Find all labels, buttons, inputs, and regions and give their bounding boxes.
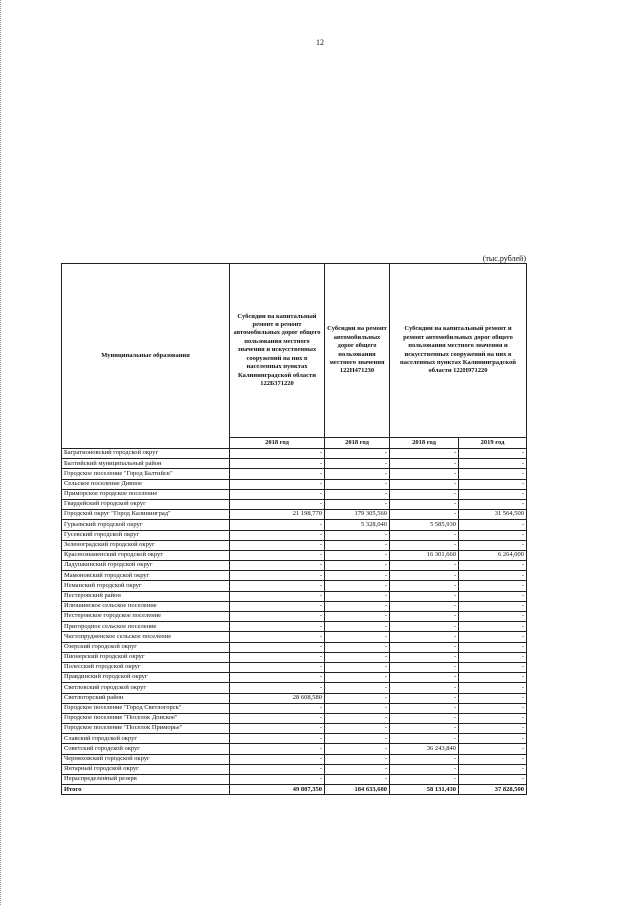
value-cell-col4: - <box>459 449 527 459</box>
value-cell-col4: - <box>459 561 527 571</box>
value-cell-col3: - <box>390 775 459 785</box>
municipality-name: Черняховский городской округ <box>62 754 230 764</box>
value-cell-col2: - <box>325 642 390 652</box>
scan-edge-line <box>0 0 4 905</box>
value-cell-col3: - <box>390 673 459 683</box>
value-cell-col1: 21 198,770 <box>230 510 325 520</box>
value-cell-col2: - <box>325 744 390 754</box>
table-row <box>62 561 527 571</box>
value-cell-col3: - <box>390 652 459 662</box>
value-cell-col1: - <box>230 734 325 744</box>
value-cell-col3: - <box>390 683 459 693</box>
municipality-name: Гусевский городской округ <box>62 530 230 540</box>
municipality-name: Светлогорский район <box>62 693 230 703</box>
value-cell-col1: - <box>230 632 325 642</box>
value-cell-col3: - <box>390 612 459 622</box>
value-cell-col3: 5 585,930 <box>390 520 459 530</box>
table-row <box>62 499 527 509</box>
value-cell-col1: - <box>230 591 325 601</box>
value-cell-col2: 179 305,560 <box>325 510 390 520</box>
header-row <box>62 264 527 438</box>
value-cell-col2: - <box>325 469 390 479</box>
table-row <box>62 775 527 785</box>
table-row <box>62 550 527 560</box>
municipality-name: Светловский городской округ <box>62 683 230 693</box>
value-cell-col1: - <box>230 662 325 672</box>
header-municipality: Муниципальные образования <box>62 264 230 449</box>
value-cell-col2: - <box>325 724 390 734</box>
value-cell-col4: - <box>459 734 527 744</box>
value-cell-col4: - <box>459 612 527 622</box>
header-year1: 2018 год <box>230 438 325 449</box>
value-cell-col3: - <box>390 764 459 774</box>
municipality-name: Пионерский городской округ <box>62 652 230 662</box>
table-row <box>62 530 527 540</box>
value-cell-col4: - <box>459 775 527 785</box>
value-cell-col3: - <box>390 449 459 459</box>
value-cell-col2: - <box>325 479 390 489</box>
value-cell-col1: - <box>230 540 325 550</box>
value-cell-col3: 16 301,660 <box>390 550 459 560</box>
value-cell-col2: - <box>325 693 390 703</box>
value-cell-col4: - <box>459 683 527 693</box>
value-cell-col3: - <box>390 561 459 571</box>
value-cell-col3: - <box>390 499 459 509</box>
table-row <box>62 479 527 489</box>
value-cell-col1: - <box>230 642 325 652</box>
value-cell-col3: - <box>390 622 459 632</box>
value-cell-col4: - <box>459 459 527 469</box>
value-cell-col3: - <box>390 540 459 550</box>
value-cell-col4: - <box>459 571 527 581</box>
municipality-name: Советский городской округ <box>62 744 230 754</box>
value-cell-col1: - <box>230 683 325 693</box>
value-cell-col2: - <box>325 571 390 581</box>
table-row <box>62 591 527 601</box>
table-row <box>62 601 527 611</box>
value-cell-col2: - <box>325 591 390 601</box>
value-cell-col2: - <box>325 499 390 509</box>
value-cell-col3: 58 131,430 <box>390 785 459 795</box>
municipality-name: Городское поселение "Поселок Донское" <box>62 713 230 723</box>
municipality-name: Озерский городской округ <box>62 642 230 652</box>
value-cell-col3: - <box>390 581 459 591</box>
municipality-name: Нестеровское городское поселение <box>62 612 230 622</box>
value-cell-col1: - <box>230 581 325 591</box>
value-cell-col4: - <box>459 652 527 662</box>
value-cell-col4: - <box>459 693 527 703</box>
value-cell-col1: - <box>230 489 325 499</box>
value-cell-col3: - <box>390 713 459 723</box>
value-cell-col4: 31 564,500 <box>459 510 527 520</box>
value-cell-col1: 28 608,580 <box>230 693 325 703</box>
value-cell-col1: - <box>230 449 325 459</box>
table-row <box>62 673 527 683</box>
municipality-name: Балтийский муниципальный район <box>62 459 230 469</box>
table-row <box>62 459 527 469</box>
value-cell-col1: - <box>230 754 325 764</box>
table-row <box>62 693 527 703</box>
municipality-name: Неманский городской округ <box>62 581 230 591</box>
value-cell-col3: - <box>390 469 459 479</box>
value-cell-col4: - <box>459 591 527 601</box>
table-row <box>62 469 527 479</box>
municipality-name: Итого <box>62 785 230 795</box>
municipality-name: Правдинский городской округ <box>62 673 230 683</box>
value-cell-col2: - <box>325 673 390 683</box>
table-row <box>62 540 527 550</box>
value-cell-col2: - <box>325 561 390 571</box>
table-row <box>62 510 527 520</box>
value-cell-col1: - <box>230 703 325 713</box>
value-cell-col1: - <box>230 530 325 540</box>
header-col2: Субсидии на ремонт автомобильных дорог общего пользования местного значения 122Н471230 <box>325 264 390 438</box>
municipality-name: Пригородное сельское поселение <box>62 622 230 632</box>
value-cell-col2: - <box>325 601 390 611</box>
total-row <box>62 785 527 795</box>
table-row <box>62 520 527 530</box>
value-cell-col1: - <box>230 601 325 611</box>
value-cell-col1: - <box>230 724 325 734</box>
value-cell-col4: - <box>459 581 527 591</box>
header-year2: 2018 год <box>325 438 390 449</box>
value-cell-col2: - <box>325 530 390 540</box>
table-row <box>62 632 527 642</box>
header-year4: 2019 год <box>459 438 527 449</box>
value-cell-col4: - <box>459 499 527 509</box>
value-cell-col2: - <box>325 550 390 560</box>
value-cell-col3: - <box>390 489 459 499</box>
value-cell-col1: - <box>230 520 325 530</box>
table-row <box>62 449 527 459</box>
value-cell-col2: - <box>325 459 390 469</box>
value-cell-col2: - <box>325 449 390 459</box>
municipality-name: Городское поселение "Город Балтийск" <box>62 469 230 479</box>
municipality-name: Мамоновский городской округ <box>62 571 230 581</box>
value-cell-col4: - <box>459 530 527 540</box>
value-cell-col2: - <box>325 489 390 499</box>
municipality-name: Ладушкинский городской округ <box>62 561 230 571</box>
value-cell-col2: - <box>325 703 390 713</box>
municipality-name: Нестеровский район <box>62 591 230 601</box>
header-col1: Субсидии на капитальный ремонт и ремонт автомобильных дорог общего пользования местного значения и искусственных сооружений на них в населенных пунктах Калининградской области 122Б371220 <box>230 264 325 438</box>
value-cell-col4: - <box>459 540 527 550</box>
table-row <box>62 642 527 652</box>
value-cell-col4: - <box>459 713 527 723</box>
municipality-name: Приморское городское поселение <box>62 489 230 499</box>
value-cell-col2: - <box>325 622 390 632</box>
value-cell-col4: 6 264,000 <box>459 550 527 560</box>
municipality-name: Янтарный городской округ <box>62 764 230 774</box>
value-cell-col4: - <box>459 703 527 713</box>
value-cell-col3: - <box>390 724 459 734</box>
value-cell-col3: - <box>390 530 459 540</box>
table-row <box>62 489 527 499</box>
value-cell-col4: - <box>459 520 527 530</box>
table-row <box>62 764 527 774</box>
value-cell-col4: 37 828,500 <box>459 785 527 795</box>
municipality-name: Славский городской округ <box>62 734 230 744</box>
value-cell-col3: - <box>390 479 459 489</box>
value-cell-col2: 184 633,600 <box>325 785 390 795</box>
value-cell-col3: - <box>390 459 459 469</box>
municipality-name: Гвардейский городской округ <box>62 499 230 509</box>
value-cell-col2: - <box>325 652 390 662</box>
value-cell-col1: - <box>230 459 325 469</box>
header-year3: 2018 год <box>390 438 459 449</box>
value-cell-col3: - <box>390 591 459 601</box>
value-cell-col3: - <box>390 510 459 520</box>
table-row <box>62 683 527 693</box>
value-cell-col2: - <box>325 612 390 622</box>
value-cell-col4: - <box>459 469 527 479</box>
value-cell-col1: - <box>230 652 325 662</box>
table-row <box>62 713 527 723</box>
value-cell-col4: - <box>459 754 527 764</box>
value-cell-col3: 36 243,840 <box>390 744 459 754</box>
value-cell-col1: - <box>230 499 325 509</box>
units-label: (тыс.рублей) <box>482 254 526 263</box>
value-cell-col3: - <box>390 601 459 611</box>
value-cell-col3: - <box>390 703 459 713</box>
page-number: 12 <box>316 38 324 47</box>
table-row <box>62 744 527 754</box>
value-cell-col4: - <box>459 601 527 611</box>
municipality-name: Зеленоградский городской округ <box>62 540 230 550</box>
value-cell-col1: - <box>230 764 325 774</box>
municipality-name: Гурьевский городской округ <box>62 520 230 530</box>
value-cell-col2: - <box>325 775 390 785</box>
value-cell-col4: - <box>459 489 527 499</box>
value-cell-col2: - <box>325 683 390 693</box>
value-cell-col1: - <box>230 479 325 489</box>
value-cell-col4: - <box>459 632 527 642</box>
table-row <box>62 734 527 744</box>
municipality-name: Городское поселение "Город Светлогорск" <box>62 703 230 713</box>
value-cell-col4: - <box>459 764 527 774</box>
municipality-name: Городское поселение "Поселок Приморье" <box>62 724 230 734</box>
value-cell-col1: - <box>230 673 325 683</box>
table-row <box>62 612 527 622</box>
value-cell-col1: - <box>230 469 325 479</box>
value-cell-col4: - <box>459 724 527 734</box>
municipality-name: Городской округ "Город Калининград" <box>62 510 230 520</box>
value-cell-col3: - <box>390 734 459 744</box>
value-cell-col1: - <box>230 561 325 571</box>
table-row <box>62 724 527 734</box>
municipality-name: Багратионовский городской округ <box>62 449 230 459</box>
value-cell-col4: - <box>459 622 527 632</box>
table-row <box>62 662 527 672</box>
value-cell-col1: - <box>230 713 325 723</box>
header-col3: Субсидии на капитальный ремонт и ремонт автомобильных дорог общего пользования местного значения и искусственных сооружений на них в населенных пунктах Калининградской области 122Н971220 <box>390 264 527 438</box>
municipality-name: Полесский городской округ <box>62 662 230 672</box>
value-cell-col4: - <box>459 673 527 683</box>
table-row <box>62 754 527 764</box>
value-cell-col3: - <box>390 632 459 642</box>
value-cell-col4: - <box>459 744 527 754</box>
municipality-name: Илюшинское сельское поселение <box>62 601 230 611</box>
value-cell-col4: - <box>459 642 527 652</box>
municipality-name: Нераспределенный резерв <box>62 775 230 785</box>
table-body <box>62 449 527 795</box>
value-cell-col4: - <box>459 662 527 672</box>
value-cell-col2: - <box>325 754 390 764</box>
municipality-name: Краснознаменский городской округ <box>62 550 230 560</box>
value-cell-col3: - <box>390 693 459 703</box>
value-cell-col1: - <box>230 612 325 622</box>
value-cell-col1: - <box>230 571 325 581</box>
value-cell-col1: 49 807,350 <box>230 785 325 795</box>
value-cell-col3: - <box>390 662 459 672</box>
value-cell-col3: - <box>390 642 459 652</box>
value-cell-col1: - <box>230 744 325 754</box>
value-cell-col2: - <box>325 713 390 723</box>
table-row <box>62 652 527 662</box>
subsidy-table <box>61 263 527 795</box>
municipality-name: Чистопрудненское сельское поселение <box>62 632 230 642</box>
value-cell-col1: - <box>230 775 325 785</box>
municipality-name: Сельское поселение Дивное <box>62 479 230 489</box>
value-cell-col3: - <box>390 754 459 764</box>
value-cell-col2: - <box>325 581 390 591</box>
table-row <box>62 581 527 591</box>
value-cell-col2: - <box>325 662 390 672</box>
value-cell-col2: - <box>325 734 390 744</box>
value-cell-col2: 5 328,040 <box>325 520 390 530</box>
table-row <box>62 571 527 581</box>
value-cell-col2: - <box>325 632 390 642</box>
table-row <box>62 703 527 713</box>
value-cell-col2: - <box>325 764 390 774</box>
table-row <box>62 622 527 632</box>
value-cell-col1: - <box>230 622 325 632</box>
value-cell-col4: - <box>459 479 527 489</box>
value-cell-col3: - <box>390 571 459 581</box>
value-cell-col2: - <box>325 540 390 550</box>
value-cell-col1: - <box>230 550 325 560</box>
